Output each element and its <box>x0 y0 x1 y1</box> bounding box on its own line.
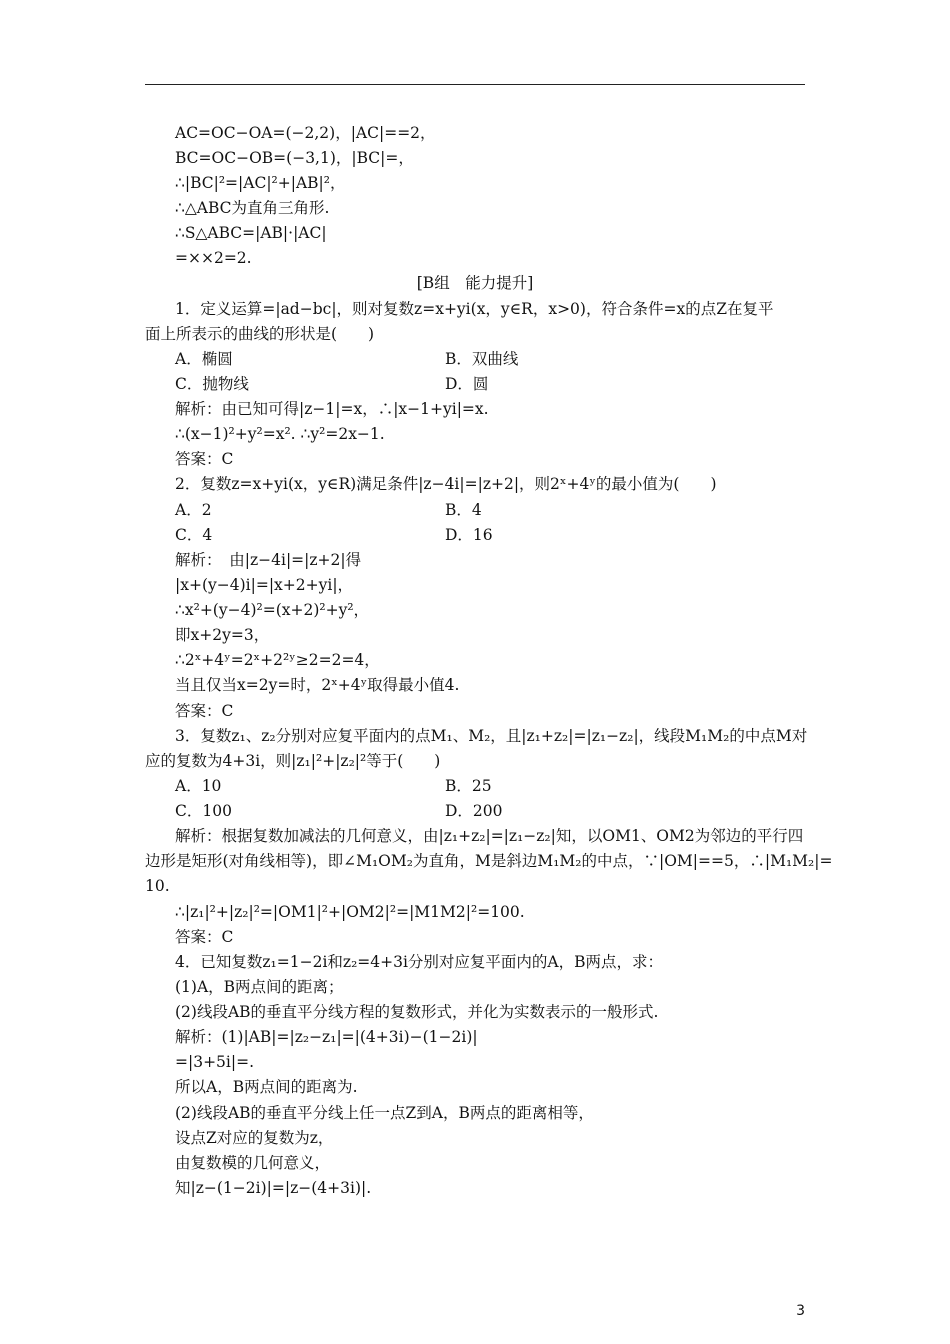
answer-line: 答案：C <box>175 702 234 720</box>
option-a: A．2 <box>175 501 212 519</box>
option-b: B．25 <box>445 777 492 795</box>
solution-line: 即x+2y=3， <box>175 626 270 644</box>
solution-line: 所以A，B两点间的距离为. <box>175 1078 358 1096</box>
solution-line: 设点Z对应的复数为z， <box>175 1129 334 1147</box>
text-line: =××2=2. <box>175 249 252 267</box>
solution-line: 解析：根据复数加减法的几何意义，由|z₁+z₂|=|z₁−z₂|知，以OM1、OM2为邻边的平行四 <box>175 827 804 845</box>
solution-line: (2)线段AB的垂直平分线上任一点Z到A，B两点的距离相等， <box>175 1104 594 1122</box>
question-text: 1．定义运算=|ad−bc|，则对复数z=x+yi(x，y∈R，x>0)，符合条件=x的点Z在复平 <box>175 300 774 318</box>
solution-line: 解析： 由|z−4i|=|z+2|得 <box>175 551 362 569</box>
question-text: 应的复数为4+3i，则|z₁|²+|z₂|²等于( ) <box>145 752 441 770</box>
option-d: D．200 <box>445 802 503 820</box>
solution-line: =|3+5i|=. <box>175 1053 255 1071</box>
section-heading: [B组 能力提升] <box>416 274 534 292</box>
text-line: BC=OC−OB=(−3,1)，|BC|=， <box>175 149 414 167</box>
option-c: C．100 <box>175 802 232 820</box>
question-text: 面上所表示的曲线的形状是( ) <box>145 325 375 343</box>
text-line: ∴S△ABC=|AB|·|AC| <box>175 224 327 242</box>
question-text: 3．复数z₁、z₂分别对应复平面内的点M₁、M₂，且|z₁+z₂|=|z₁−z₂|，线段M₁M₂的中点M对 <box>175 727 808 745</box>
solution-line: 知|z−(1−2i)|=|z−(4+3i)|. <box>175 1179 372 1197</box>
solution-line: ∴(x−1)²+y²=x². ∴y²=2x−1. <box>175 425 385 443</box>
question-text: (2)线段AB的垂直平分线方程的复数形式，并化为实数表示的一般形式. <box>175 1003 659 1021</box>
option-b: B．双曲线 <box>445 350 519 368</box>
text-line: ∴|BC|²=|AC|²+|AB|²， <box>175 174 346 192</box>
solution-line: ∴2ˣ+4ʸ=2ˣ+2²ʸ≥2=2=4， <box>175 651 380 669</box>
text-line: AC=OC−OA=(−2,2)，|AC|==2， <box>175 124 436 142</box>
answer-line: 答案：C <box>175 450 234 468</box>
solution-line: ∴|z₁|²+|z₂|²=|OM1|²+|OM2|²=|M1M2|²=100. <box>175 903 525 921</box>
header-rule <box>145 84 805 85</box>
option-b: B．4 <box>445 501 482 519</box>
question-text: (1)A，B两点间的距离； <box>175 978 344 996</box>
answer-line: 答案：C <box>175 928 234 946</box>
solution-line: |x+(y−4)i|=|x+2+yi|， <box>175 576 354 594</box>
option-a: A．10 <box>175 777 222 795</box>
solution-line: 解析：由已知可得|z−1|=x，∴|x−1+yi|=x. <box>175 400 489 418</box>
option-d: D．圆 <box>445 375 489 393</box>
solution-line: 解析：(1)|AB|=|z₂−z₁|=|(4+3i)−(1−2i)| <box>175 1028 478 1046</box>
question-text: 4．已知复数z₁=1−2i和z₂=4+3i分别对应复平面内的A，B两点，求： <box>175 953 664 971</box>
option-c: C．抛物线 <box>175 375 249 393</box>
solution-line: 边形是矩形(对角线相等)，即∠M₁OM₂为直角，M是斜边M₁M₂的中点，∵|OM|==5，∴|M₁M₂|= <box>145 852 833 870</box>
option-a: A．椭圆 <box>175 350 233 368</box>
solution-line: 当且仅当x=2y=时，2ˣ+4ʸ取得最小值4. <box>175 676 460 694</box>
text-line: ∴△ABC为直角三角形. <box>175 199 330 217</box>
option-d: D．16 <box>445 526 493 544</box>
option-c: C．4 <box>175 526 213 544</box>
solution-line: 由复数模的几何意义， <box>175 1154 331 1172</box>
page-number: 3 <box>796 1303 805 1319</box>
solution-line: ∴x²+(y−4)²=(x+2)²+y²， <box>175 601 370 619</box>
question-text: 2．复数z=x+yi(x，y∈R)满足条件|z−4i|=|z+2|，则2ˣ+4ʸ的最小值为( ) <box>175 475 717 493</box>
solution-line: 10. <box>145 877 170 895</box>
